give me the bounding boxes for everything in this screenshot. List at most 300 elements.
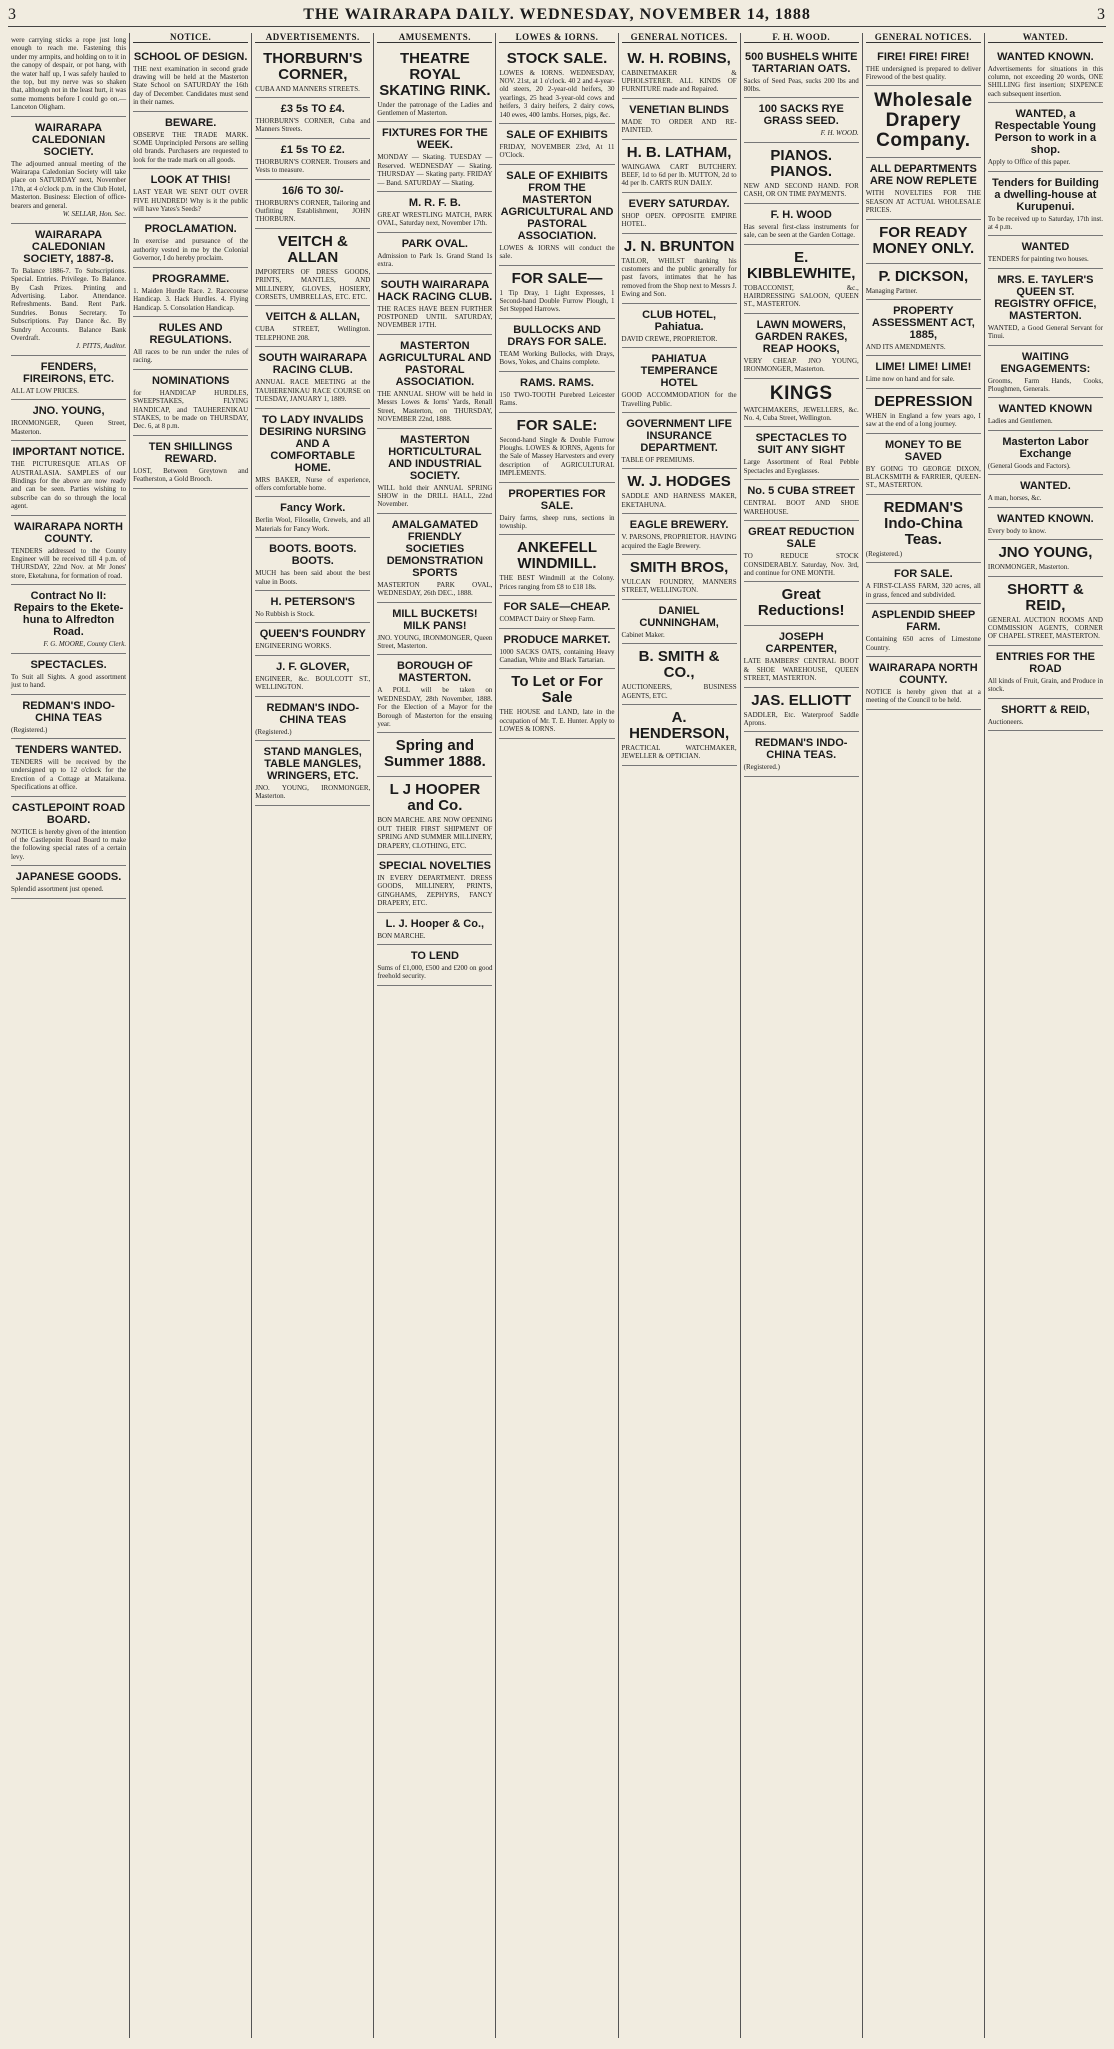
column-5 [496,33,618,2038]
advertisement [377,603,492,656]
ad-title: PROPERTIES FOR SALE. [508,487,606,512]
ad-title: FOR SALE— [511,269,603,287]
advertisement [11,516,126,586]
advertisement [744,427,859,480]
ad-body: To Balance 1886-7. To Subscriptions. Special. Entries. Privilege. To Balance. By Cash Prizes. Printing and Advertising. Labor. Attendance. Refreshments. Band. Rent Park. Sundries. Bonus Secretary. To Subscriptions. Pay Dance &c. By Sundry Accounts. Balance Bank Overdraft. [11,266,127,342]
ad-body: CENTRAL BOOT AND SHOE WAREHOUSE. [743,499,859,516]
ad-body: (Registered.) [865,549,903,558]
advertisement [622,234,737,304]
ad-title: WAIRARAPA CALEDONIAN SOCIETY. [31,121,106,158]
ad-title: PROPERTY ASSESSMENT ACT, 1885, [871,305,975,342]
ad-title: WANTED KNOWN [998,403,1093,416]
ad-body: Ladies and Gentlemen. [987,417,1053,426]
ad-title: FOR READY MONEY ONLY. [872,223,975,257]
ad-body: The adjourned annual meeting of the Wairarapa Caledonian Society will take place on SATURDAY next, November 17th, at 4 o'clock p.m. in the Club Hotel, Masterton. Business: Election of office-bearers and general. [11,159,127,210]
advertisement [988,398,1103,430]
ad-body: NEW AND SECOND HAND. FOR CASH, OR ON TIME PAYMENTS. [743,182,859,199]
ad-title: WANTED, a Respectable Young Person to work in a shop. [994,108,1097,157]
ad-title: H. B. LATHAM, [626,143,732,161]
column-6 [619,33,741,2038]
ad-title: KINGS [769,382,833,404]
advertisement [255,409,370,498]
ad-title: CASTLEPOINT ROAD BOARD. [12,801,126,826]
advertisement [11,356,126,400]
column-2 [130,33,252,2038]
ad-title: PIANOS. PIANOS. [770,147,833,180]
advertisement [744,626,859,687]
ad-title: SOUTH WAIRARAPA HACK RACING CLUB. [377,278,493,303]
column-heading: F. H. WOOD. [744,33,859,43]
advertisement [11,797,126,867]
ad-title: WAIRARAPA NORTH COUNTY. [868,661,978,686]
ad-body: FRIDAY, NOVEMBER 23rd, At 11 O'Clock. [499,143,615,160]
ad-body: Second-hand Single & Double Furrow Ploughs. LOWES & IORNS, Agents for the Sale of Massey Harvesters and every description of AGRICULTURAL IMPLEMENTS. [499,435,615,478]
ad-title: Wholesale Drapery Company. [874,90,973,152]
advertisement [866,46,981,87]
advertisement [622,304,737,348]
ad-body: 1 Tip Dray, 1 Light Expresses, 1 Second-hand Double Furrow Plough, 1 Set Stepped Harrows. [499,288,615,314]
column-8 [863,33,985,2038]
advertisement [255,139,370,180]
ad-title: M. R. F. B. [408,197,461,210]
ad-body: (Registered.) [255,727,292,736]
advertisement [622,46,737,99]
ad-body: MADE TO ORDER AND RE-PAINTED. [621,117,737,135]
ad-title: PAHIATUA TEMPERANCE HOTEL [640,353,718,390]
advertisement [622,348,737,413]
ad-body: Large Assortment of Real Pebble Spectacles and Eyeglasses. [743,458,859,475]
ad-title: VEITCH & ALLAN, [265,311,360,324]
ad-title: LIME! LIME! LIME! [875,361,972,374]
ad-title: JNO YOUNG, [998,544,1093,562]
ad-title: WAITING ENGAGEMENTS: [1000,350,1091,375]
ad-body: THORBURN'S CORNER. Trousers and Vests to measure. [255,157,371,175]
ad-title: Spring and Summer 1888. [384,737,486,771]
advertisement [744,480,859,521]
ad-body: LATE BAMBERS' CENTRAL BOOT & SHOE WAREHOUSE, QUEEN STREET, MASTERTON. [743,657,859,683]
ad-body: Lime now on hand and for sale. [865,375,955,384]
ad-body: CUBA STREET, Wellington. TELEPHONE 208. [255,325,371,342]
ad-body: THE HOUSE and LAND, late in the occupation of Mr. T. E. Hunter. Apply to LOWES & IORNS. [499,708,615,734]
ad-body: AUCTIONEERS, BUSINESS AGENTS, ETC. [621,683,737,700]
advertisement [499,165,614,266]
ad-title: ANKEFELL WINDMILL. [516,539,597,573]
ad-body: A POLL will be taken on WEDNESDAY, 28th November, 1888. For the Election of a Mayor for the Borough of Masterton for the ensuing year. [377,686,493,728]
advertisement [744,379,859,428]
advertisement [622,99,737,140]
ad-body: TEAM Working Bullocks, with Drays, Bows, Yokes, and Chains complete. [499,349,615,367]
ad-title: MASTERTON HORTICULTURAL AND INDUSTRIAL SOCIETY. [388,433,482,482]
ad-body: Under the patronage of the Ladies and Gentlemen of Masterton. [377,100,493,117]
ad-title: FIXTURES FOR THE WEEK. [382,127,488,152]
advertisement [866,264,981,300]
ad-body: Sacks of Seed Peas, sucks 200 lbs and 80lbs. [743,76,859,93]
ad-body: VERY CHEAP. JNO YOUNG, IRONMONGER, Masterton. [743,356,859,374]
ad-title: WANTED KNOWN. [997,50,1094,63]
ad-title: REDMAN'S INDO-CHINA TEAS [266,701,359,726]
ad-body: THE PICTURESQUE ATLAS OF AUSTRALASIA. SAMPLES of our Bindings for the above are now ready and can be seen. Parties wishing to subscribe can do so through the local agent. [11,460,127,511]
ad-title: PROCLAMATION. [144,223,237,236]
ad-title: PROGRAMME. [152,272,230,285]
ad-body: Sums of £1,000, £500 and £200 on good freehold security. [377,964,493,981]
ad-title: E. KIBBLEWHITE, [747,248,856,282]
ad-title: BEWARE. [164,116,217,129]
ad-body: THORBURN'S CORNER, Tailoring and Outfitting Establishment, JOHN THORBURN. [255,198,371,224]
ad-title: JNO. YOUNG, [32,405,105,418]
advertisement [622,469,737,514]
ad-body: VULCAN FOUNDRY, MANNERS STREET, WELLINGTON. [621,577,737,595]
ad-body: (General Goods and Factors). [987,461,1071,470]
advertisement [988,172,1103,237]
ad-title: THEATRE ROYAL SKATING RINK. [379,49,491,99]
ad-title: WANTED [1021,241,1070,254]
advertisement [499,46,614,124]
ad-body: IMPORTERS OF DRESS GOODS, PRINTS, MANTLES, AND MILLINERY, GLOVES, HOSIERY, CORSETS, UMBRELLAS, ETC. ETC. [255,267,371,302]
advertisement [499,266,614,319]
ad-body: MRS BAKER, Nurse of experience, offers comfortable home. [255,475,371,492]
ad-body: V. PARSONS, PROPRIETOR. HAVING acquired the Eagle Brewery. [621,533,737,550]
ad-title: L J HOOPER and Co. [389,781,481,815]
ad-body: Advertisements for situations in this column, not exceeding 20 words, ONE SHILLING first insertion; SIXPENCE each subsequent insertion. [987,64,1103,98]
ad-body: Containing 650 acres of Limestone Country. [865,635,981,652]
ad-body: WATCHMAKERS, JEWELLERS, &c. No. 4, Cuba Street, Wellington. [743,405,859,423]
advertisement [133,436,248,489]
advertisement [866,495,981,563]
ad-title: MONEY TO BE SAVED [885,438,962,463]
advertisement [744,688,859,733]
advertisement [622,193,737,234]
ad-body: THORBURN'S CORNER, Cuba and Manners Streets. [255,117,371,134]
advertisement [499,372,614,413]
advertisement [499,596,614,628]
ad-signature: J. PITTS, Auditor. [75,342,127,351]
ad-body: DAVID CREWE, PROPRIETOR. [621,334,718,343]
ad-title: W. J. HODGES [627,473,731,491]
ad-title: To Let or For Sale [511,673,603,707]
advertisement [622,705,737,766]
ad-title: MILL BUCKETS! MILK PANS! [392,607,478,632]
advertisement [988,540,1103,576]
advertisement [622,600,737,644]
advertisement [622,140,737,193]
ad-body: WHEN in England a few years ago, I saw at the end of a long journey. [865,411,981,429]
ad-body: 1000 SACKS OATS, containing Heavy Canadian, White and Black Tartarian. [499,647,615,664]
advertisement [133,46,248,112]
column-heading: AMUSEMENTS. [377,33,492,43]
page-number-right: 3 [1097,6,1106,23]
ad-title: REDMAN'S INDO-CHINA TEAS [22,699,115,724]
ad-body: WITH NOVELTIES FOR THE SEASON AT ACTUAL WHOLESALE PRICES. [865,189,981,215]
ad-body: THE BEST Windmill at the Colony. Prices ranging from £8 to £18 18s. [499,574,615,591]
column-4 [374,33,496,2038]
ad-title: W. H. ROBINS, [627,49,731,67]
advertisement [499,319,614,372]
advertisement [988,431,1103,475]
advertisement [255,306,370,347]
ad-title: A. HENDERSON, [629,708,730,742]
ad-body: TENDERS addressed to the County Engineer will be received till 4 p.m. of THURSDAY, 22nd Nov. at Mr Jones' store, Eketahuna, for formation of road. [11,546,127,580]
advertisement [377,855,492,913]
ad-title: SHORTT & REID, [1007,580,1084,614]
advertisement [988,475,1103,507]
ad-title: SALE OF EXHIBITS [506,129,608,142]
ad-title: SOUTH WAIRARAPA RACING CLUB. [258,352,368,377]
ad-title: GOVERNMENT LIFE INSURANCE DEPARTMENT. [626,417,732,454]
ad-title: £3 5s TO £4. [280,103,345,115]
advertisement [499,413,614,483]
advertisement [988,346,1103,399]
ad-body: Has several first-class instruments for sale, can be seen at the Garden Cottage. [743,222,859,240]
ad-body: ANNUAL RACE MEETING at the TAUHERENIKAU RACE COURSE on TUESDAY, JANUARY 1, 1889. [255,378,371,404]
ad-body: Berlin Wool, Filoselle, Crewels, and all Materials for Fancy Work. [255,516,371,533]
ad-title: LOOK AT THIS! [150,174,231,187]
ad-title: L. J. Hooper & Co., [385,917,485,930]
ad-title: STAND MANGLES, TABLE MANGLES, WRINGERS, ETC. [263,745,362,782]
advertisement [377,429,492,514]
advertisement [133,218,248,267]
column-heading: WANTED. [988,33,1103,43]
page-number: 3 [8,6,17,23]
advertisement [11,695,126,739]
ad-body: SADDLER, Etc. Waterproof Saddle Aprons. [743,710,859,727]
ad-body: LAST YEAR WE SENT OUT OVER FIVE HUNDRED! Why is it the public will have Yates's Seeds? [133,188,249,214]
ad-body: A FIRST-CLASS FARM, 320 acres, all in grass, fenced and subdivided. [865,582,981,599]
ad-body: THE ANNUAL SHOW will be held in Messrs Lowes & Iorns' Yards, Renall Street, Masterton, on THURSDAY, NOVEMBER 22nd, 1888. [377,389,493,424]
ad-body: TOBACCONIST, &c., HAIRDRESSING SALOON, QUEEN ST., MASTERTON. [743,283,859,309]
advertisement [377,122,492,192]
ad-title: JAPANESE GOODS. [15,871,122,884]
advertisement [499,124,614,165]
ad-body: BY GOING TO GEORGE DIXON, BLACKSMITH & FARRIER, QUEEN-ST., MASTERTON. [865,464,981,490]
column-heading: GENERAL NOTICES. [622,33,737,43]
ad-signature: F. H. WOOD. [820,129,859,138]
advertisement [377,655,492,733]
ad-title: SALE OF EXHIBITS FROM THE MASTERTON AGRICULTURAL AND PASTORAL ASSOCIATION. [500,169,614,242]
ad-title: TEN SHILLINGS REWARD. [148,440,233,465]
columns [8,33,1106,2038]
advertisement [133,169,248,218]
ad-body: THE RACES HAVE BEEN FURTHER POSTPONED UNTIL SATURDAY, NOVEMBER 17TH. [377,304,493,330]
advertisement [499,483,614,536]
ad-title: FENDERS, FIREIRONS, ETC. [23,360,115,385]
ad-title: SPECTACLES. [30,658,107,671]
advertisement [744,521,859,582]
ad-title: THORBURN'S CORNER, [263,49,363,83]
advertisement [377,46,492,123]
ad-body: IRONMONGER, Masterton. [987,563,1069,572]
ad-title: JOSEPH CARPENTER, [765,631,837,656]
ad-title: DEPRESSION [874,392,973,410]
ad-title: SCHOOL OF DESIGN. [133,50,248,63]
advertisement [11,866,126,898]
advertisement [11,441,126,515]
ad-title: RAMS. RAMS. [520,376,594,389]
ad-title: BOROUGH OF MASTERTON. [396,660,473,685]
advertisement [11,654,126,695]
advertisement [744,245,859,314]
ad-signature: F. G. MOORE, County Clerk. [43,640,127,649]
column-heading: LOWES & IORNS. [499,33,614,43]
ad-title: REDMAN'S Indo-China Teas. [883,498,964,548]
advertisement [744,46,859,99]
ad-title: GREAT REDUCTION SALE [748,526,855,551]
ad-body: BON MARCHE. ARE NOW OPENING OUT THEIR FIRST SHIPMENT OF SPRING AND SUMMER MILLINERY, DRAPERY, CLOTHING, ETC. [377,816,493,850]
ad-title: Great Reductions! [757,586,845,620]
column-7 [741,33,863,2038]
ad-body: SHOP OPEN. OPPOSITE EMPIRE HOTEL. [621,211,737,229]
ad-title: Tenders for Building a dwelling-house at Kurupenui. [992,176,1099,213]
advertisement [866,657,981,710]
ad-title: DANIEL CUNNINGHAM, [639,604,719,629]
advertisement [255,497,370,538]
advertisement [377,945,492,986]
ad-body: TENDERS for painting two houses. [987,255,1089,264]
ad-body: Apply to Office of this paper. [987,158,1071,167]
ad-title: TENDERS WANTED. [15,744,122,757]
ad-body: ENGINEERING WORKS. [255,642,332,651]
advertisement [622,644,737,705]
ad-body: MONDAY — Skating. TUESDAY — Reserved. WEDNESDAY — Skating. THURSDAY — Skating party. FRIDAY — Band. SATURDAY — Skating. [377,153,493,187]
advertisement [866,434,981,495]
ad-body: ENGINEER, &c. BOULCOTT ST., WELLINGTON. [255,674,371,692]
advertisement [255,623,370,655]
ad-title: TO LADY INVALIDS DESIRING NURSING AND A COMFORTABLE HOME. [259,413,367,474]
ad-body: LOWES & IORNS. WEDNESDAY, NOV. 21st, at 1 o'clock. 40 2 and 4-year-old steers, 20 2-year-old heifers, 30 yearlings, 25 head 3-year-old cows and heifers, 3 dairy heifers, 2 dairy cows, 140 ewes, 400 lambs. Horses, pigs, &c. [499,68,615,119]
ad-title: AMALGAMATED FRIENDLY SOCIETIES DEMONSTRATION SPORTS [386,518,484,579]
ad-title: FIRE! FIRE! FIRE! [877,50,970,63]
advertisement [377,913,492,945]
ad-body: MUCH has been said about the best value in Boots. [255,569,371,586]
ad-body: ALL AT LOW PRICES. [11,386,79,395]
column-heading: GENERAL NOTICES. [866,33,981,43]
advertisement [866,563,981,604]
ad-body: were carrying sticks a rope just long enough to reach me. Fastening this under my armpits, and holding on to it in the canopy of despair, or pot hang, with the water half up, I was safely hauled to the top, but my nerve was so shaken that, although not in the least hurt, it was some moments before I could go on.—Lanceton Oligham. [11,36,127,112]
ad-body: Dairy farms, sheep runs, sections in township. [499,513,615,530]
ad-title: STOCK SALE. [506,49,608,67]
ad-body: Admission to Park 1s. Grand Stand 1s extra. [377,251,493,269]
advertisement [11,33,126,117]
ad-title: FOR SALE—CHEAP. [503,601,611,614]
ad-body: Managing Partner. [865,286,918,295]
advertisement [988,269,1103,346]
advertisement [988,646,1103,699]
ad-title: WANTED KNOWN. [997,512,1094,525]
ad-body: WANTED, a Good General Servant for Tinui. [987,323,1103,341]
ad-title: REDMAN'S INDO-CHINA TEAS. [754,737,848,762]
advertisement [377,233,492,274]
ad-title: TO LEND [410,950,459,963]
advertisement [133,268,248,317]
advertisement [866,389,981,434]
ad-title: 500 BUSHELS WHITE TARTARIAN OATS. [744,50,858,75]
advertisement [744,314,859,379]
advertisement [744,98,859,143]
column-3 [252,33,374,2038]
masthead-title: THE WAIRARAPA DAILY. WEDNESDAY, NOVEMBER 14, 1888 [303,6,811,23]
advertisement [255,98,370,139]
ad-body: Cabinet Maker. [621,630,665,639]
ad-body: COMPACT Dairy or Sheep Farm. [499,615,595,624]
column-heading: ADVERTISEMENTS. [255,33,370,43]
ad-title: WAIRARAPA NORTH COUNTY. [14,520,123,545]
ad-title: £1 5s TO £2. [280,143,345,156]
ad-title: FOR SALE. [893,568,953,581]
advertisement [866,300,981,356]
advertisement [11,585,126,654]
ad-body: All kinds of Fruit, Grain, and Produce in stock. [987,676,1103,694]
masthead [8,4,1106,27]
ad-body: AND ITS AMENDMENTS. [865,343,946,352]
advertisement [988,577,1103,646]
advertisement [255,656,370,697]
advertisement [133,112,248,170]
ad-body: for HANDICAP HURDLES, SWEEPSTAKES, FLYING HANDICAP, and TAUHERENIKAU STAKES, to be made on THURSDAY, Dec. 6, at 8 p.m. [133,388,249,431]
ad-title: No. 5 CUBA STREET [747,485,856,498]
ad-title: VEITCH & ALLAN [277,232,348,266]
ad-title: SPECTACLES TO SUIT ANY SIGHT [755,432,847,457]
advertisement [866,158,981,219]
advertisement [133,370,248,436]
ad-body: (Registered.) [11,725,48,734]
ad-title: PARK OVAL. [401,237,468,250]
ad-body: A man, horses, &c. [987,494,1042,503]
ad-title: VENETIAN BLINDS [629,103,729,116]
ad-title: WAIRARAPA CALEDONIAN SOCIETY, 1887-8. [23,228,114,265]
advertisement [133,317,248,370]
advertisement [255,591,370,623]
ad-title: SPECIAL NOVELTIES [378,860,491,872]
ad-body: LOWES & IORNS will conduct the sale. [499,243,615,261]
column-9 [985,33,1106,2038]
advertisement [622,514,737,555]
advertisement [866,356,981,388]
ad-title: MRS. E. TAYLER'S QUEEN ST. REGISTRY OFFICE, MASTERTON. [994,273,1097,322]
ad-body: TENDERS will be received by the undersigned up to 12 o'clock for the Erection of a Cottage at Mataikuna. Specifications at office. [11,758,127,792]
ad-body: THE undersigned is prepared to deliver Firewood of the best quality. [865,64,981,81]
ad-title: QUEEN'S FOUNDRY [259,628,366,641]
advertisement [255,180,370,229]
ad-title: EAGLE BREWERY. [629,519,729,532]
ad-title: ALL DEPARTMENTS ARE NOW REPLETE [869,163,977,188]
ad-body: THE next examination in second grade drawing will be held at the Masterton State School on SATURDAY the 16th day of December. Candidates must send in their names. [133,64,249,107]
ad-body: NOTICE is hereby given that at a meeting of the Council to be held. [865,687,981,705]
ad-title: FOR SALE: [516,416,598,434]
ad-body: BON MARCHE. [377,931,426,940]
ad-body: TABLE OF PREMIUMS. [621,455,695,464]
ad-title: BULLOCKS AND DRAYS FOR SALE. [507,323,607,348]
advertisement [377,192,492,233]
ad-body: GOOD ACCOMMODATION for the Travelling Public. [621,391,737,408]
advertisement [11,224,126,356]
advertisement [377,514,492,603]
ad-body: MASTERTON PARK OVAL, WEDNESDAY, 26th DEC., 1888. [377,580,493,598]
ad-title: JAS. ELLIOTT [751,691,852,709]
ad-body: WAINGAWA CART BUTCHERY. BEEF, 1d to 6d per lb. MUTTON, 2d to 4d per lb. CARTS RUN DAILY. [621,162,737,188]
ad-body: NOTICE is hereby given of the intention of the Castlepoint Road Board to make the following special rates of a certain levy. [11,827,127,861]
advertisement [988,699,1103,731]
ad-title: Fancy Work. [280,502,346,515]
ad-body: To Suit all Sights. A good assortment just to hand. [11,672,127,690]
advertisement [866,220,981,264]
ad-body: Auctioneers. [987,717,1024,726]
advertisement [255,347,370,408]
ad-title: CLUB HOTEL, Pahiatua. [642,308,717,333]
advertisement [255,741,370,806]
ad-body: TAILOR, WHILST thanking his customers and the public generally for past favors, intimates that he has removed from the Shop next to Messrs J. Ewing and Son. [621,256,737,299]
advertisement [499,669,614,738]
advertisement [11,739,126,797]
advertisement [255,46,370,98]
